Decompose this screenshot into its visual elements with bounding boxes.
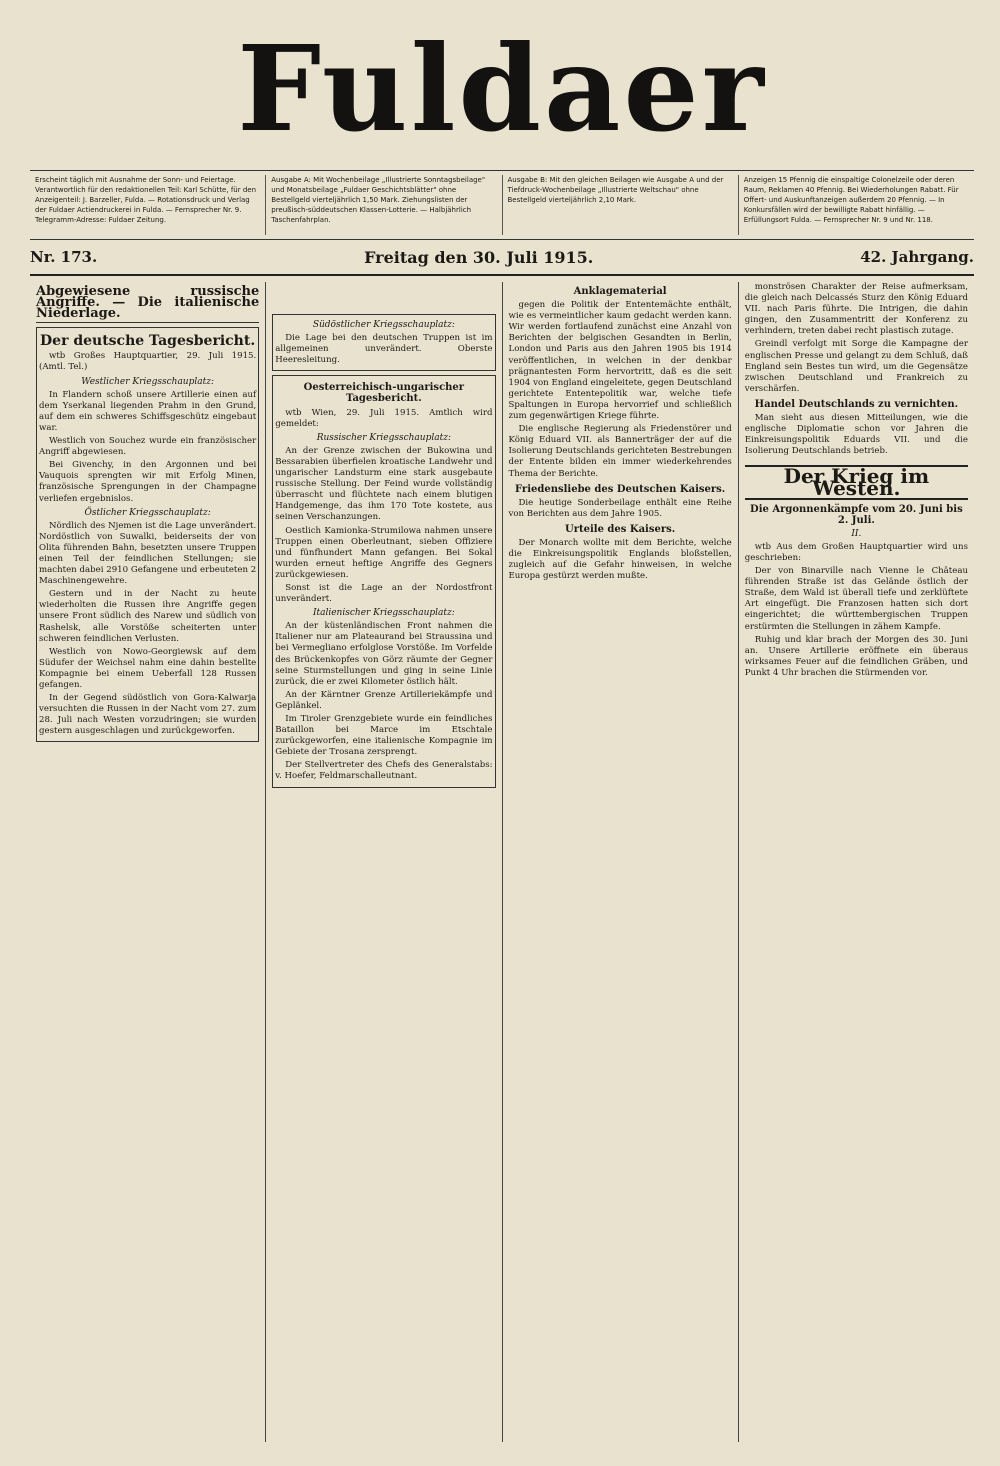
column-2 bbox=[266, 282, 502, 1442]
column-4 bbox=[739, 282, 974, 1442]
article-title: Urteile des Kaisers. bbox=[565, 523, 676, 535]
info-block: Erscheint täglich mit Ausnahme der Sonn- und Feiertage. Verantwortlich für den redaktionellen Teil: Karl Schütte, für den Anzeigenteil: J. Barzeller, Fulda. — Rotationsdruck und Verlag der Fuldaer Actiendruckerei in Fulda. — Fernsprecher Nr. 9. Telegramm-Adresse: Fuldaer Zeitung. bbox=[30, 175, 266, 235]
column-1 bbox=[30, 282, 266, 1442]
subheading: Südöstlicher Kriegsschauplatz: bbox=[312, 320, 455, 330]
info-block: Anzeigen 15 Pfennig die einspaltige Colonelzeile oder deren Raum, Reklamen 40 Pfennig. Bei Wiederholungen Rabatt. Für Offert- und Auskunftanzeigen außerdem 20 Pfennig. — In Konkursfällen wird der bewilligte Rabatt hinfällig. — Erfüllungsort Fulda. — Fernsprecher Nr. 9 und Nr. 118. bbox=[743, 176, 959, 224]
article-box bbox=[36, 327, 259, 742]
paragraph: wtb Wien, 29. Juli 1915. Amtlich wird gemeldet: bbox=[275, 407, 493, 429]
paragraph: Nördlich des Njemen ist die Lage unverändert. Nordöstlich von Suwalki, beiderseits der von Olita führenden Bahn, besetzten unsere Truppen einen Teil der feindlichen Stellungen; sie machten dabei 2910 Gefangene und erbeuteten 2 Maschinengewehre. bbox=[39, 520, 257, 587]
issue-number: Nr. 173. bbox=[30, 248, 98, 266]
paragraph: monströsen Charakter der Reise aufmerksam, die gleich nach Delcassés Sturz den König Eduard VII. nach Paris führte. Die Intrigen, die dahin gingen, den Zusammentritt der Konferenz zu verhindern, treten dabei recht plastisch zutage. bbox=[744, 282, 968, 337]
paragraph: An der Grenze zwischen der Bukowina und Bessarabien überfielen kroatische Landwehr und ungarischer Landsturm eine stark ausgebaute russische Stellung. Der Feind wurde vollständig überrascht und flüchtete nach einem blutigen Handgemenge, das ihm 170 Tote kostete, aus seinen Verschanzungen. bbox=[275, 445, 493, 523]
article-title: Friedensliebe des Deutschen Kaisers. bbox=[515, 483, 726, 495]
column-3 bbox=[503, 282, 739, 1442]
article-title: Handel Deutschlands zu vernichten. bbox=[754, 398, 959, 410]
info-block: Ausgabe B: Mit den gleichen Beilagen wie Ausgabe A und der Tiefdruck-Wochenbeilage „Illustrierte Weltschau" ohne Bestellgeld vierteljährlich 2,10 Mark. bbox=[503, 175, 739, 235]
paragraph: Der Stellvertreter des Chefs des Generalstabs: v. Hoefer, Feldmarschalleutnant. bbox=[275, 760, 493, 782]
article-box bbox=[272, 314, 495, 371]
paragraph: Sonst ist die Lage an der Nordostfront unverändert. bbox=[275, 582, 493, 605]
paragraph: Die heutige Sonderbeilage enthält eine Reihe von Berichten aus dem Jahre 1905. bbox=[508, 497, 732, 519]
paragraph: Oestlich Kamionka-Strumilowa nahmen unsere Truppen einen Oberleutnant, sieben Offiziere und fünfhundert Mann gefangen. Bei Sokal wurden erneut heftige Angriffe des Gegners zurückgewiesen. bbox=[275, 525, 493, 580]
article-title: Anklagematerial bbox=[573, 286, 667, 297]
columns bbox=[30, 282, 974, 1442]
article-title: Der deutsche Tagesbericht. bbox=[40, 333, 256, 350]
subheading: Östlicher Kriegsschauplatz: bbox=[84, 507, 211, 518]
info-block: Ausgabe A: Mit Wochenbeilage „Illustrierte Sonntagsbeilage" und Monatsbeilage „Fuldaer Geschichtsblätter" ohne Bestellgeld vierteljährlich 1,50 Mark. Ziehungslisten der preußisch-süddeutschen Klassen-Lotterie. — Halbjährlich Taschenfahrplan. bbox=[266, 175, 502, 235]
paragraph: Bei Givenchy, in den Argonnen und bei Vauquois sprengten wir mit Erfolg Minen, französische Sprengungen in der Champagne verliefen ergebnislos. bbox=[39, 460, 257, 504]
main-headline: Abgewiesene russische Angriffe. — Die italienische Niederlage. bbox=[36, 282, 259, 323]
paragraph: Ruhig und klar brach der Morgen des 30. Juni an. Unsere Artillerie eröffnete ein überaus wirksames Feuer auf die feindlichen Gräben, und Punkt 4 Uhr brachen die Stürmenden vor. bbox=[744, 634, 968, 678]
paragraph: Gestern und in der Nacht zu heute wiederholten die Russen ihre Angriffe gegen unsere Front südlich des Narew und südlich von Rashelsk, alle Vorstöße scheiterten unter schweren feindlichen Verlusten. bbox=[39, 589, 257, 644]
paragraph: Der Monarch wollte mit dem Berichte, welche die Einkreisungspolitik Englands bloßstellen, zugleich auf die Gefahr hinweisen, in welche Europa gestürzt werden mußte. bbox=[508, 537, 732, 582]
masthead bbox=[30, 8, 974, 170]
paragraph: In Flandern schoß unsere Artillerie einen auf dem Yserkanal liegenden Prahm in den Grund, auf dem ein schweres Schiffsgeschütz eingebaut war. bbox=[39, 389, 257, 433]
paragraph: Im Tiroler Grenzgebiete wurde ein feindliches Bataillon bei Marce im Etschtale zurückgeworfen, eine italienische Kompagnie im Gebiete der Trosana zersprengt. bbox=[275, 714, 493, 758]
subheading: II. bbox=[851, 528, 862, 539]
paragraph: In der Gegend südöstlich von Gora-Kalwarja versuchten die Russen in der Nacht vom 27. zum 28. Juli nach Westen vorzudringen; sie wurden gestern ausgeschlagen und zurückgeworfen. bbox=[39, 693, 257, 737]
subheading: Westlicher Kriegsschauplatz: bbox=[81, 376, 215, 387]
article-title: Die Argonnenkämpfe vom 20. Juni bis 2. Juli. bbox=[750, 503, 963, 526]
paragraph: gegen die Politik der Ententemächte enthält, wie es vermeintlicher kaum gedacht werden kann. Wir werden fortlaufend zunächst eine Anzahl von Berichten der belgischen Gesandten in Berlin, London und Paris aus den Jahren 1905 bis 1914 veröffentlichen, in welchen in der denkbar prägnantesten Form hervortritt, daß es die seit 1904 von England eingeleitete, gegen Deutschland gerichtete Ententepolitik war, welche tiefe Spaltungen in Europa hervorrief und schließlich zum gegenwärtigen Kriege führte. bbox=[508, 300, 732, 422]
article-box bbox=[272, 375, 495, 787]
subheading: Russischer Kriegsschauplatz: bbox=[316, 432, 451, 443]
paragraph: wtb Aus dem Großen Hauptquartier wird uns geschrieben: bbox=[744, 541, 968, 563]
info-bar bbox=[30, 170, 974, 240]
paragraph: Der von Binarville nach Vienne le Château führenden Straße ist das Gelände östlich der Straße, dem Wald ist überall tiefe und zerklüftete Art eingefügt. Die Franzosen hatten sich dort eingerichtet; die württembergischen Truppen erstürmten die Stellungen in zähem Kampfe. bbox=[744, 566, 968, 632]
paragraph: Die englische Regierung als Friedenstörer und König Eduard VII. als Bannerträger der auf die Isolierung Deutschlands gerichteten Bestrebungen der Entente bilden ein immer wiederkehrendes Thema der Berichte. bbox=[508, 424, 732, 479]
paragraph: Westlich von Nowo-Georgiewsk auf dem Südufer der Weichsel nahm eine dahin bestellte Kompagnie bei einem Ueberfall 128 Russen gefangen. bbox=[39, 646, 257, 690]
issue-date: Freitag den 30. Juli 1915. bbox=[364, 247, 594, 267]
dateline bbox=[30, 240, 974, 276]
newspaper-title: Fuldaer bbox=[237, 19, 767, 158]
paragraph: Die Lage bei den deutschen Truppen ist im allgemeinen unverändert. Oberste Heeresleitung. bbox=[275, 333, 493, 366]
section-title: Der Krieg im Westen. bbox=[745, 465, 968, 499]
paragraph: An der Kärntner Grenze Artilleriekämpfe und Geplänkel. bbox=[275, 689, 493, 711]
volume: 42. Jahrgang. bbox=[860, 248, 974, 266]
paragraph: Man sieht aus diesen Mitteilungen, wie die englische Diplomatie schon vor Jahren die Einkreisungspolitik Eduards VII. und die Isolierung Deutschlands betrieb. bbox=[744, 413, 968, 457]
paragraph: Westlich von Souchez wurde ein französischer Angriff abgewiesen. bbox=[39, 436, 257, 458]
paragraph: wtb Großes Hauptquartier, 29. Juli 1915. (Amtl. Tel.) bbox=[39, 351, 257, 373]
paragraph: Greindl verfolgt mit Sorge die Kampagne der englischen Presse und gelangt zu dem Schluß, daß England sein Bestes tun wird, um die Gegensätze zwischen Deutschland und Frankreich zu verschärfen. bbox=[744, 339, 968, 394]
subheading: Italienischer Kriegsschauplatz: bbox=[312, 608, 455, 619]
paragraph: An der küstenländischen Front nahmen die Italiener nur am Plateaurand bei Straussina und bei Vermegliano erfolglose Vorstöße. Im Vorfelde des Brückenkopfes von Görz räumte der Gegner seine Sturmstellungen und ging in seine Linie zurück, die er zwei Kilometer östlich hält. bbox=[275, 621, 493, 687]
article-title: Oesterreichisch-ungarischer Tagesbericht. bbox=[303, 382, 465, 405]
